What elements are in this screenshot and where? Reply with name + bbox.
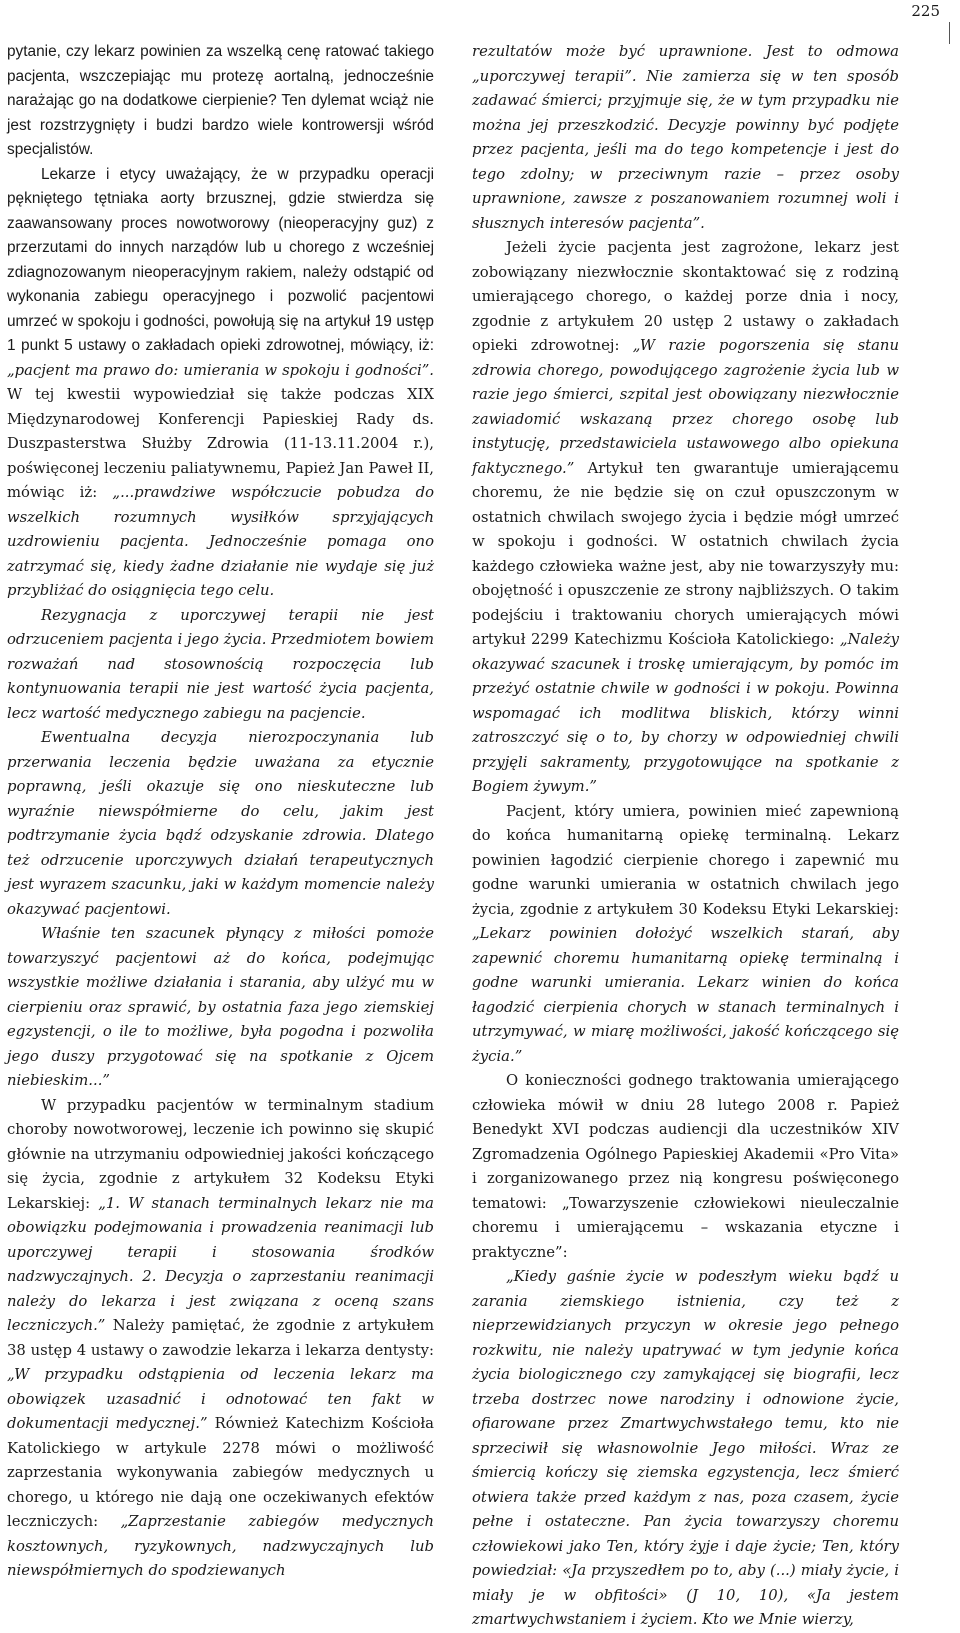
paragraph: Właśnie ten szacunek płynący z miłości pomoże towarzyszyć pacjentowi aż do końca, podejmując wszystkie możliwe działania i starania, aby ulżyć mu w cierpieniu oraz sprawić, by ostatnia faza jego ziemskiej egzystencji, o ile to możliwe, była pogodna i pozwoliła jego duszy przygotować się na spotkanie z Ojcem niebieskim...” xyxy=(7,925,434,1089)
right-column xyxy=(472,40,899,1633)
text-run: Pacjent, który umiera, powinien mieć zapewnioną do końca humanitarną opiekę terminalną. Lekarz powinien łagodzić cierpienie chorego i zapewnić mu godne warunki umierania w ostatnich chwilach jego życia, zgodnie z artykułem 30 Kodeksu Etyki Lekarskiej: xyxy=(472,802,899,918)
quote-run: „Lekarz powinien dołożyć wszelkich starań, aby zapewnić choremu humanitarną opiekę terminalną i godne warunki umierania. Lekarz winien do końca łagodzić cierpienia chorych w stanach terminalnych i utrzymywać, w miarę możliwości, jakość kończącego się życia.” xyxy=(472,925,899,1065)
left-column xyxy=(7,40,434,1584)
text-run: Jeżeli życie pacjenta jest zagrożone, lekarz jest zobowiązany niezwłocznie skontaktować się z rodziną umierającego chorego, o każdej porze dnia i nocy, zgodnie z artykułem 20 ustęp 2 ustawy o zakładach opieki zdrowotnej: xyxy=(472,239,899,354)
paragraph: pytanie, czy lekarz powinien za wszelką cenę ratować takiego pacjenta, wszczepiając mu protezę aortalną, jednocześnie narażając go na dodatkowe cierpienie? Ten dylemat wciąż nie jest rozstrzygnięty i budzi bardzo wiele kontrowersji wśród specjalistów. xyxy=(7,43,434,158)
text-run: Lekarze i etycy uważający, że w przypadku operacji pękniętego tętniaka aorty brzusznej, gdzie stwierdza się zaawansowany proces nowotworowy (nieoperacyjny guz) z przerzutami do innych narządów lub u chorego z wcześniej zdiagnozowanym nieoperacyjnym rakiem, należy odstąpić od wykonania zabiegu operacyjnego i pozwolić pacjentowi umrzeć w spokoju i godności, powołują się na artykuł 19 ustęp 1 punkt 5 ustawy o zakładach opieki zdrowotnej, mówiący, iż: xyxy=(7,165,434,354)
paragraph xyxy=(472,236,899,800)
paragraph xyxy=(7,163,434,604)
text-run: Również Katechizm Kościoła Katolickiego w artykule 2278 mówi o możliwość zaprzestania wykonywania zabiegów medycznych u chorego, u którego nie dają one oczekiwanych efektów leczniczych: xyxy=(7,1415,434,1530)
quote-run: „1. W stanach terminalnych lekarz nie ma obowiązku podejmowania i prowadzenia reanimacji lub uporczywej terapii i stosowania środków nadzwyczajnych. 2. Decyzja o zaprzestaniu reanimacji należy do lekarza i jest związana z oceną szans leczniczych.” xyxy=(7,1194,434,1334)
text-run: Należy pamiętać, że zgodnie z artykułem 38 ustęp 4 ustawy o zawodzie lekarza i lekarza dentysty: xyxy=(7,1317,434,1359)
quote-run: „W przypadku odstąpienia od leczenia lekarz ma obowiązek uzasadnić i odnotować ten fakt w dokumentacji medycznej.” xyxy=(7,1366,434,1432)
header-rule xyxy=(949,22,950,44)
quote-run: „Zaprzestanie zabiegów medycznych kosztownych, ryzykownych, nadzwyczajnych lub niewspółmiernych do spodziewanych xyxy=(7,1513,434,1579)
quote-run: „...prawdziwe współczucie pobudza do wszelkich rozumnych wysiłków sprzyjających uzdrowieniu pacjenta. Jednocześnie pomaga ono zatrzymać się, kiedy żadne działanie nie wydaje się już przybliżać do osiągnięcia tego celu. xyxy=(7,484,434,599)
paragraph: Ewentualna decyzja nierozpoczynania lub przerwania leczenia będzie uważana za etycznie poprawną, jeśli okazuje się ono nieskuteczne lub wyraźnie niewspółmierne do celu, jakim jest podtrzymanie życia bądź odzyskanie zdrowia. Dlatego też odrzucenie uporczywych działań terapeutycznych jest wyrazem szacunku, jaki w każdym momencie należy okazywać pacjentowi. xyxy=(7,729,434,918)
quote-run: „Należy okazywać szacunek i troskę umierającym, by pomóc im przeżyć ostatnie chwile w godności i w pokoju. Powinna wspomagać ich modlitwa bliskich, którzy winni zatroszczyć się o to, by chorzy w odpowiedniej chwili przyjęli sakramenty, przygotowujące na spotkanie z Bogiem żywym.” xyxy=(472,631,899,795)
paragraph: „Kiedy gaśnie życie w podeszłym wieku bądź u zarania ziemskiego istnienia, czy też z nieprzewidzianych przyczyn w okresie jego pełnego rozkwitu, nie należy upatrywać w tym jedynie końca życia biologicznego czy zamykającej się biografii, lecz trzeba dostrzec nowe narodziny i odnowione życie, ofiarowane przez Zmartwychwstałego temu, kto nie sprzeciwił się własnowolnie Jego miłości. Wraz ze śmiercią kończy się ziemska egzystencja, lecz śmierć otwiera także przed każdym z nas, poza czasem, życie pełne i ostateczne. Pan życia towarzyszy choremu człowiekowi jako Ten, który żyje i daje życie; Ten, który powiedział: «Ja przyszedłem po to, aby (...) miały życie, i miały je w obfitości» (J 10, 10), «Ja jestem zmartwychwstaniem i życiem. Kto we Mnie wierzy, xyxy=(472,1268,899,1628)
quote-run: „pacjent ma prawo do: umierania w spokoju i godności”. xyxy=(7,361,434,379)
page-number: 225 xyxy=(911,2,940,20)
text-run: W tej kwestii wypowiedział się także podczas XIX Międzynarodowej Konferencji Papieskiej Rady ds. Duszpasterstwa Służby Zdrowia (11-13.11.2004 r.), poświęconej leczeniu paliatywnemu, Papież Jan Paweł II, mówiąc iż: xyxy=(7,386,434,501)
paragraph: O konieczności godnego traktowania umierającego człowieka mówił w dniu 28 lutego 2008 r. Papież Benedykt XVI podczas audiencji dla uczestników XIV Zgromadzenia Ogólnego Papieskiej Akademii «Pro Vita» i zorganizowanego przez nią kongresu poświęconego tematowi: „Towarzyszenie człowiekowi nieuleczalnie choremu i umierającemu – wskazania etyczne i praktyczne”: xyxy=(472,1072,899,1261)
paragraph: Rezygnacja z uporczywej terapii nie jest odrzuceniem pacjenta i jego życia. Przedmiotem bowiem rozważań nad stosownością rozpoczęcia lub kontynuowania terapii nie jest wartość życia pacjenta, lecz wartość medycznego zabiegu na pacjencie. xyxy=(7,606,434,722)
quote-run: „W razie pogorszenia się stanu zdrowia chorego, powodującego zagrożenie życia lub w razie jego śmierci, szpital jest obowiązany niezwłocznie zawiadomić wskazaną przez chorego osobę lub instytucję, przedstawiciela ustawowego albo opiekuna faktycznego.” xyxy=(472,337,899,477)
paragraph: rezultatów może być uprawnione. Jest to odmowa „uporczywej terapii”. Nie zamierza się w ten sposób zadawać śmierci; przyjmuje się, że w tym przypadku nie można jej przeszkodzić. Decyzje powinny być podjęte przez pacjenta, jeśli ma do tego kompetencje i jest do tego zdolny; w przeciwnym razie – przez osoby uprawnione, zawsze z poszanowaniem rozumnej woli i słusznych interesów pacjenta”. xyxy=(472,43,899,232)
text-run: Artykuł ten gwarantuje umierającemu choremu, że nie będzie się on czuł opuszczonym w ostatnich chwilach swojego życia i będzie mógł umrzeć w spokoju i godności. W ostatnich chwilach życia każdego człowieka ważne jest, aby nie towarzyszyły mu: obojętność i opuszczenie ze strony najbliższych. O takim podejściu i traktowaniu chorych umierających mówi artykuł 2299 Katechizmu Kościoła Katolickiego: xyxy=(472,459,899,648)
text-run: W przypadku pacjentów w terminalnym stadium choroby nowotworowej, leczenie ich powinno się skupić głównie na utrzymaniu odpowiedniej jakości kończącego się życia, zgodnie z artykułem 32 Kodeksu Etyki Lekarskiej: xyxy=(7,1096,434,1212)
paragraph xyxy=(472,800,899,1070)
paragraph xyxy=(7,1094,434,1584)
